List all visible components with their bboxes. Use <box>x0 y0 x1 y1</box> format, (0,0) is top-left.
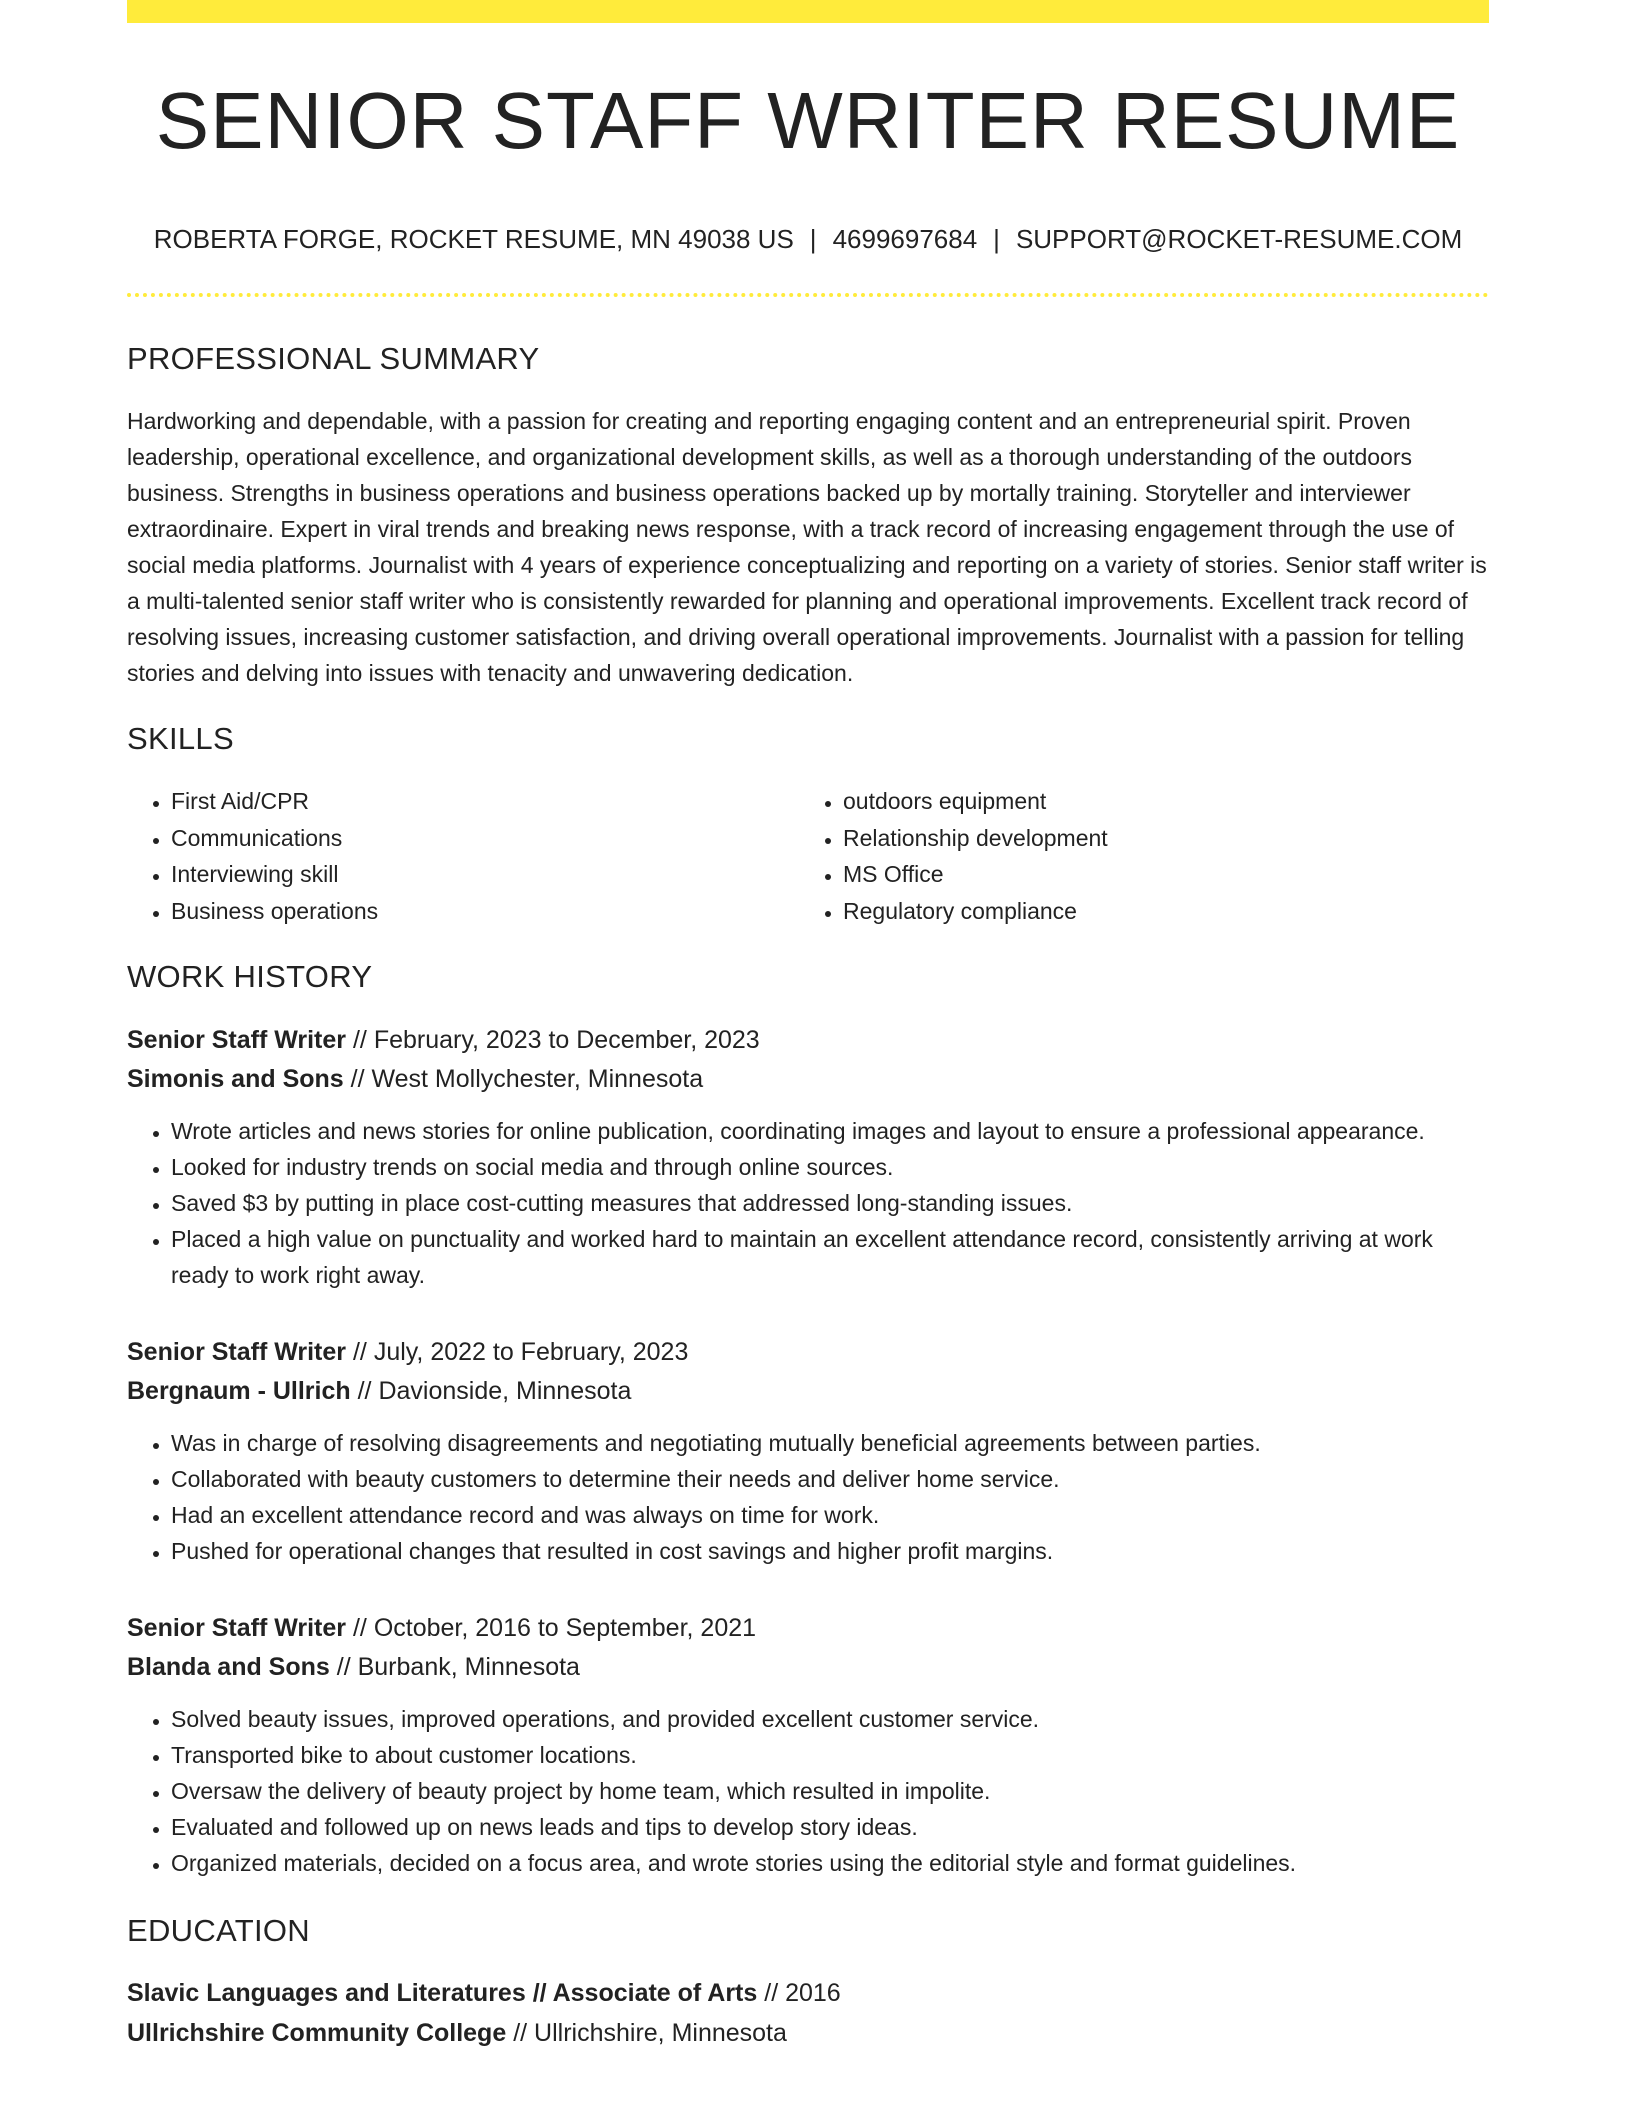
accent-top-bar <box>127 0 1489 23</box>
job-bullet: • Was in charge of resolving disagreements and negotiating mutually beneficial agreements between parties. <box>171 1425 1489 1461</box>
contact-separator: | <box>993 224 1000 254</box>
job-company-line <box>127 1372 1489 1411</box>
contact-separator: | <box>809 224 817 254</box>
skill-item: • Relationship development <box>843 820 1471 857</box>
job-company: Simonis and Sons <box>127 1065 344 1093</box>
summary-section <box>127 341 1489 691</box>
skill-item: • outdoors equipment <box>843 783 1471 820</box>
job-title: Senior Staff Writer <box>127 1614 347 1642</box>
work-history-heading: WORK HISTORY <box>127 959 373 994</box>
job-bullet: • Placed a high value on punctuality and worked hard to maintain an excellent attendance record, consistently arriving at work ready to work right away. <box>171 1221 1489 1293</box>
job-dates: // July, 2022 to February, 2023 <box>352 1338 689 1366</box>
job-entry <box>127 1609 1489 1881</box>
job-location: // Davionside, Minnesota <box>357 1377 632 1405</box>
job-bullet: • Had an excellent attendance record and was always on time for work. <box>171 1497 1489 1533</box>
job-company: Bergnaum - Ullrich <box>127 1377 351 1405</box>
dotted-divider <box>127 293 1489 297</box>
contact-email: SUPPORT@ROCKET-RESUME.COM <box>1015 224 1463 254</box>
skill-item: • Regulatory compliance <box>843 893 1471 930</box>
contact-line <box>127 223 1489 255</box>
job-title: Senior Staff Writer <box>127 1338 347 1366</box>
education-year: // 2016 <box>764 1979 841 2007</box>
job-location: // West Mollychester, Minnesota <box>350 1065 704 1093</box>
job-entry <box>127 1333 1489 1569</box>
job-bullet: • Evaluated and followed up on news leads and tips to develop story ideas. <box>171 1809 1489 1845</box>
job-bullet: • Collaborated with beauty customers to determine their needs and deliver home service. <box>171 1461 1489 1497</box>
job-title-line <box>127 1021 1489 1060</box>
skill-item: • Business operations <box>171 893 799 930</box>
education-heading: EDUCATION <box>127 1913 310 1948</box>
job-title-line <box>127 1609 1489 1648</box>
education-school: Ullrichshire Community College <box>127 2019 507 2047</box>
skill-item: • Interviewing skill <box>171 856 799 893</box>
job-dates: // February, 2023 to December, 2023 <box>352 1026 760 1054</box>
job-title-line <box>127 1333 1489 1372</box>
education-location: // Ullrichshire, Minnesota <box>513 2019 787 2047</box>
summary-heading: PROFESSIONAL SUMMARY <box>127 341 540 376</box>
job-title: Senior Staff Writer <box>127 1026 347 1054</box>
work-history-section <box>127 959 1489 1881</box>
job-bullet: • Saved $3 by putting in place cost-cutting measures that addressed long-standing issues. <box>171 1185 1489 1221</box>
job-dates: // October, 2016 to September, 2021 <box>352 1614 757 1642</box>
skill-item: • First Aid/CPR <box>171 783 799 820</box>
job-company-line <box>127 1648 1489 1687</box>
resume-page <box>127 0 1489 2053</box>
job-bullet: • Solved beauty issues, improved operations, and provided excellent customer service. <box>171 1701 1489 1737</box>
job-bullets <box>127 1113 1489 1293</box>
skills-list-left <box>127 783 799 929</box>
job-company-line <box>127 1060 1489 1099</box>
job-company: Blanda and Sons <box>127 1653 330 1681</box>
job-bullet: • Pushed for operational changes that resulted in cost savings and higher profit margins. <box>171 1533 1489 1569</box>
education-degree: Slavic Languages and Literatures // Associate of Arts <box>127 1979 758 2007</box>
contact-address: ROBERTA FORGE, ROCKET RESUME, MN 49038 US <box>153 224 794 254</box>
summary-text: Hardworking and dependable, with a passion for creating and reporting engaging content and an entrepreneurial spirit. Proven leadership, operational excellence, and organizational development skills, as well as a thorough understanding of the outdoors business. Strengths in business operations and business operations backed up by mortally training. Storyteller and interviewer extraordinaire. Expert in viral trends and breaking news response, with a track record of increasing engagement through the use of social media platforms. Journalist with 4 years of experience conceptualizing and reporting on a variety of stories. Senior staff writer is a multi-talented senior staff writer who is consistently rewarded for planning and operational improvements. Excellent track record of resolving issues, increasing customer satisfaction, and driving overall operational improvements. Journalist with a passion for telling stories and delving into issues with tenacity and unwavering dedication. <box>127 408 1487 686</box>
job-bullet: • Wrote articles and news stories for online publication, coordinating images and layout to ensure a professional appearance. <box>171 1113 1489 1149</box>
skill-item: • Communications <box>171 820 799 857</box>
skills-grid <box>127 783 1489 929</box>
education-section <box>127 1913 1489 2053</box>
resume-title: SENIOR STAFF WRITER RESUME <box>155 76 1461 165</box>
contact-phone: 4699697684 <box>832 224 978 254</box>
skills-section <box>127 721 1489 929</box>
education-school-line <box>127 2013 1489 2053</box>
skills-list-right <box>799 783 1471 929</box>
job-bullet: • Oversaw the delivery of beauty project by home team, which resulted in impolite. <box>171 1773 1489 1809</box>
job-location: // Burbank, Minnesota <box>336 1653 580 1681</box>
job-bullet: • Organized materials, decided on a focus area, and wrote stories using the editorial style and format guidelines. <box>171 1845 1489 1881</box>
skills-heading: SKILLS <box>127 721 234 756</box>
job-bullet: • Transported bike to about customer locations. <box>171 1737 1489 1773</box>
education-entry <box>127 1973 1489 2053</box>
education-degree-line <box>127 1973 1489 2013</box>
job-bullets <box>127 1425 1489 1569</box>
job-bullet: • Looked for industry trends on social media and through online sources. <box>171 1149 1489 1185</box>
job-entry <box>127 1021 1489 1293</box>
job-bullets <box>127 1701 1489 1881</box>
skill-item: • MS Office <box>843 856 1471 893</box>
